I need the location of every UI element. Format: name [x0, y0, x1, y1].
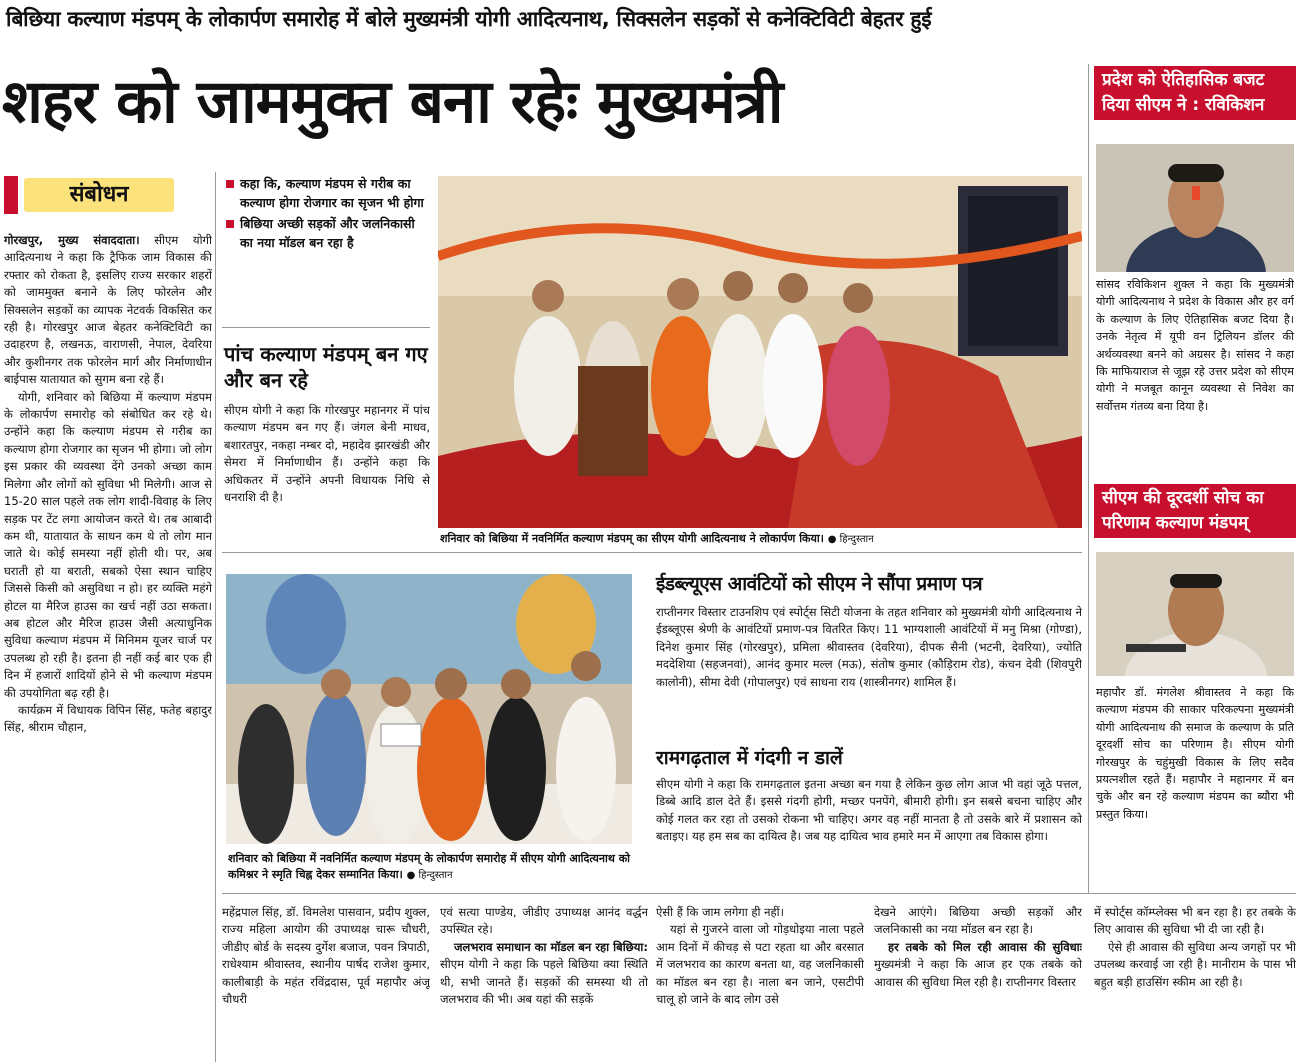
photo1-caption-text: शनिवार को बिछिया में नवनिर्मित कल्याण मंडपम् का सीएम योगी आदित्यनाथ ने लोकार्पण किया।	[440, 532, 824, 545]
bottom-col6-a: में स्पोर्ट्स कॉम्प्लेक्स भी बन रहा है। हर तबके के लिए आवास की सुविधा भी दी जा रही है।	[1094, 905, 1296, 937]
photo2-caption	[228, 851, 632, 884]
bottom-col5-rest: मुख्यमंत्री ने कहा कि आज हर एक तबके को आवास की सुविधा मिल रही है। राप्तीनगर विस्तार	[874, 957, 1082, 989]
photo-ravikishan	[1096, 144, 1294, 272]
column-rule	[1088, 64, 1089, 894]
bullet-item: कहा कि, कल्याण मंडपम से गरीब का कल्याण होगा रोजगार का सृजन भी होगा	[224, 174, 424, 212]
dateline: गोरखपुर, मुख्य संवाददाता।	[4, 233, 140, 247]
bottom-col-3	[440, 904, 648, 1060]
column-1	[4, 232, 212, 1062]
col1-para3: कार्यक्रम में विधायक विपिन सिंह, फतेह बहादुर सिंह, श्रीराम चौहान,	[4, 702, 212, 735]
housing-subhead: हर तबके को मिल रही आवास की सुविधाः	[888, 939, 1082, 954]
ramgarh-body: सीएम योगी ने कहा कि रामगढ़ताल इतना अच्छा बन गया है लेकिन कुछ लोग आज भी वहां जूठे पत्तल, डिब्बे आदि डाल देते हैं। इससे गंदगी होगी, मच्छर पनपेंगे, बीमारी होगी। इन सबसे बचना चाहिए और कोई गलत कर रहा तो उसको रोकना भी चाहिए। अगर वह नहीं मानता है तो उसके बारे में प्रशासन को बताइए। यह हम सब का दायित्व है। जब यह दायित्व भाव हमारे मन में आएगा तब विकास होगा।	[656, 777, 1082, 844]
bullet-list	[224, 174, 424, 254]
ews-heading: ईडब्ल्यूएस आवंटियों को सीएम ने सौंपा प्रमाण पत्र	[656, 573, 983, 595]
column-rule	[215, 172, 216, 1062]
photo2-caption-text: शनिवार को बिछिया में नवनिर्मित कल्याण मंडपम् के लोकार्पण समारोह में सीएम योगी आदित्यनाथ को कमिश्नर ने स्मृति चिह्न देकर सम्मानित किया।	[228, 852, 631, 881]
sidebar-text-2: महापौर डॉ. मंगलेश श्रीवास्तव ने कहा कि कल्याण मंडपम की साकार परिकल्पना मुख्यमंत्री योगी आदित्यनाथ की समाज के कल्याण के प्रति दूरदर्शी सोच का परिणाम है। सीएम योगी गोरखपुर के चहुंमुखी विकास के लिए सदैव प्रयत्नशील रहते हैं। महापौर ने महानगर में बन चुके और बन रहे कल्याण मंडपम का ब्यौरा भी प्रस्तुत किया।	[1096, 686, 1294, 821]
bottom-col-4	[656, 904, 864, 1060]
divider	[222, 893, 1296, 894]
five-mandapam-heading: पांच कल्याण मंडपम् बन गए और बन रहे	[224, 342, 428, 392]
ramgarh-heading: रामगढ़ताल में गंदगी न डालें	[656, 747, 843, 769]
sidebar-heading-1: प्रदेश को ऐतिहासिक बजट दिया सीएम ने : रविकिशन	[1094, 66, 1296, 120]
main-headline: शहर को जाममुक्त बना रहेः मुख्यमंत्री	[2, 67, 783, 137]
ews-body: राप्तीनगर विस्तार टाउनशिप एवं स्पोर्ट्स सिटी योजना के तहत शनिवार को मुख्यमंत्री योगी आदित्यनाथ ने ईडब्लूएस श्रेणी के आवंटियों प्रमाण-पत्र वितरित किए। 11 भाग्यशाली आवंटियों में मनु मिश्रा (गोण्डा), दिनेश कुमार सिंह (गोरखपुर), प्रमिला श्रीवास्तव (देवरिया), दीपक सैनी (भटनी, देवरिया), ज्योति मददेशिया (सहजनवां), आनंद कुमार मल्ल (मऊ), संतोष कुमार (कौड़िराम रोड), कंचन देवी (शिवपुरी कालोनी), सीमा देवी (गोपालपुर) एवं साधना राय (शास्त्रीनगर) शामिल हैं।	[656, 605, 1082, 689]
section-label: संबोधन	[24, 178, 174, 212]
col1-para1: सीएम योगी आदित्यनाथ ने कहा कि ट्रैफिक जाम विकास की रफ्तार को रोकता है, इसलिए राज्य सरकार शहरों को जाममुक्त बनाने के लिए फोरलेन और सिक्सलेन सड़कों का व्यापक नेटवर्क विकसित कर रही है। गोरखपुर आज बेहतर कनेक्टिविटी का उदाहरण है, लखनऊ, वाराणसी, नेपाल, देवरिया और कुशीनगर तक फोरलेन मार्ग और निर्माणाधीन बाईपास यातायात को सुगम बना रहे हैं।	[4, 233, 212, 387]
photo1-caption	[440, 531, 1080, 548]
photo-felicitation	[226, 574, 632, 844]
bullet-item: बिछिया अच्छी सड़कों और जलनिकासी का नया मॉडल बन रहा है	[224, 214, 424, 252]
bottom-col3-top: एवं सत्या पाण्डेय, जीडीए उपाध्यक्ष आनंद वर्द्धन उपस्थित रहे।	[440, 905, 648, 937]
photo-inauguration	[438, 176, 1082, 528]
bottom-col4-a: ऐसी हैं कि जाम लगेगा ही नहीं।	[656, 905, 784, 919]
bottom-col5-a: देखने आएंगे। बिछिया अच्छी सड़कों और जलनिकासी का नया मॉडल बन रहा है।	[874, 905, 1082, 937]
photo1-credit: ● हिन्दुस्तान	[827, 534, 874, 545]
bottom-col3-rest: सीएम योगी ने कहा कि पहले बिछिया क्या स्थिति थी, सभी जानते हैं। सड़कों की समस्या थी तो जलभराव की भी। अब यहां की सड़कें	[440, 957, 648, 1007]
divider	[222, 327, 430, 328]
bottom-col-5	[874, 904, 1082, 1060]
photo2-credit: ● हिन्दुस्तान	[406, 870, 453, 881]
sidebar-text-1: सांसद रविकिशन शुक्ल ने कहा कि मुख्यमंत्री योगी आदित्यनाथ ने प्रदेश के विकास और हर वर्ग के कल्याण के लिए ऐतिहासिक बजट दिया है। उनके नेतृत्व में यूपी वन ट्रिलियन डॉलर की अर्थव्यवस्था बनने को अग्रसर है। सांसद ने कहा कि माफियाराज से जूझ रहे उत्तर प्रदेश को सीएम योगी ने मजबूत कानून व्यवस्था से निवेश का सर्वोत्तम गंतव्य बना दिया है।	[1096, 278, 1294, 413]
five-mandapam-body: सीएम योगी ने कहा कि गोरखपुर महानगर में पांच कल्याण मंडपम बन गए हैं। जंगल बेनी माधव, बशारतपुर, नकहा नम्बर दो, महादेव झारखंडी और सेमरा में निर्माणाधीन हैं। उन्होंने कहा कि अधिकतर में उन्होंने अपनी विधायक निधि से धनराशि दी है।	[224, 403, 430, 505]
col1-para2: योगी, शनिवार को बिछिया में कल्याण मंडपम के लोकार्पण समारोह को संबोधित कर रहे थे। उन्होंने कहा कि कल्याण मंडपम से गरीब का कल्याण होगा रोजगार का सृजन भी होगा। जो लोग इस प्रकार की व्यवस्था देंगे उनको अच्छा काम मिलेगा और लोगों को सुविधा भी मिलेगी। आज से 15-20 साल पहले तक लोग शादी-विवाह के लिए सड़क पर टेंट लगा आयोजन करते थे। तब आबादी कम थी, यातायात के साधन कम थे तो लोग मान जाते थे। कोई समस्या नहीं होती थी। पर, अब घराती हो या बराती, सबको ऐसा स्थान चाहिए जिससे किसी को असुविधा न हो। हर व्यक्ति महंगे होटल या मैरिज हाउस का खर्च नहीं उठा सकता। अब होटल और मैरिज हाउस जैसी अत्याधुनिक सुविधा कल्याण मंडपम में मिनिमम यूजर चार्ज पर उपलब्ध हो रही है। इतना ही नहीं कई बार एक ही दिन में हजारों शादियों होने से भी कल्याण मंडपम की उपयोगिता बढ़ रही है।	[4, 389, 212, 700]
photo-mayor	[1096, 552, 1294, 676]
sidebar-heading-2: सीएम की दूरदर्शी सोच का परिणाम कल्याण मंडपम्	[1094, 484, 1296, 538]
bottom-col6-b: ऐसे ही आवास की सुविधा अन्य जगहों पर भी उपलब्ध करवाई जा रही है। मानीराम के पास भी बहुत बड़ी हाउसिंग स्कीम आ रही है।	[1094, 939, 1296, 989]
divider	[222, 552, 1082, 553]
kicker-line: बिछिया कल्याण मंडपम् के लोकार्पण समारोह में बोले मुख्यमंत्री योगी आदित्यनाथ, सिक्सलेन सड़कों से कनेक्टिविटी बेहतर हुई	[6, 7, 932, 31]
section-tag	[4, 176, 194, 214]
bottom-col-6	[1094, 904, 1296, 1060]
bottom-col-2: महेंद्रपाल सिंह, डॉ. विमलेश पासवान, प्रदीप शुक्ल, राज्य महिला आयोग की उपाध्यक्ष चारू चौधरी, जीडीए बोर्ड के सदस्य दुर्गेश बजाज, पवन त्रिपाठी, राधेश्याम श्रीवास्तव, स्थानीय पार्षद राजेश कुमार, कालीबाड़ी के महंत रविंद्रदास, पूर्व महापौर अंजू चौधरी	[222, 905, 430, 1007]
bottom-col4-b: यहां से गुजरने वाला जो गोड़धोइया नाला पहले आम दिनों में कीचड़ से पटा रहता था और बरसात में जलभराव का कारण बनता था, वह जलनिकासी का मॉडल बन रहा है। नाला बन जाने, एसटीपी चालू हो जाने के बाद लोग उसे	[656, 922, 864, 1007]
waterlogging-subhead: जलभराव समाधान का मॉडल बन रहा बिछिया:	[454, 939, 648, 954]
